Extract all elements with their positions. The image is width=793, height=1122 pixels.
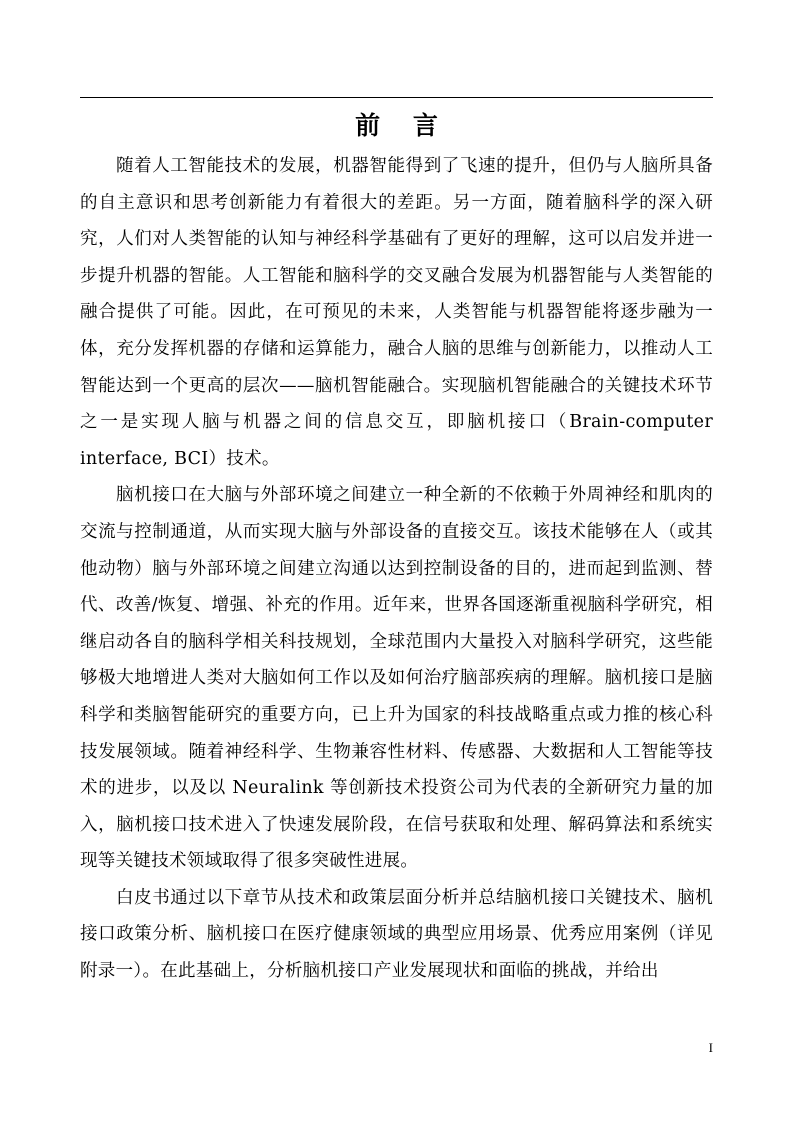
header-rule bbox=[80, 97, 713, 98]
paragraph-3: 白皮书通过以下章节从技术和政策层面分析并总结脑机接口关键技术、脑机接口政策分析、脑机接口在医疗健康领域的典型应用场景、优秀应用案例（详见附录一）。在此基础上，分析脑机接口产业发展现状和面临的挑战，并给出 bbox=[80, 887, 713, 982]
page-title: 前 言 bbox=[355, 111, 450, 140]
page-number: I bbox=[708, 1040, 713, 1055]
body-text bbox=[80, 148, 713, 990]
paragraph-1: 随着人工智能技术的发展，机器智能得到了飞速的提升，但仍与人脑所具备的自主意识和思考创新能力有着很大的差距。另一方面，随着脑科学的深入研究，人们对人类智能的认知与神经科学基础有了更好的理解，这可以启发并进一步提升机器的智能。人工智能和脑科学的交叉融合发展为机器智能与人类智能的融合提供了可能。因此，在可预见的未来，人类智能与机器智能将逐步融为一体，充分发挥机器的存储和运算能力，融合人脑的思维与创新能力，以推动人工智能达到一个更高的层次——脑机智能融合。实现脑机智能融合的关键技术环节之一是实现人脑与机器之间的信息交互，即脑机接口（Brain-computer interface, BCI）技术。 bbox=[80, 156, 713, 469]
paragraph-2: 脑机接口在大脑与外部环境之间建立一种全新的不依赖于外周神经和肌肉的交流与控制通道，从而实现大脑与外部设备的直接交互。该技术能够在人（或其他动物）脑与外部环境之间建立沟通以达到控制设备的目的，进而起到监测、替代、改善/恢复、增强、补充的作用。近年来，世界各国逐渐重视脑科学研究，相继启动各自的脑科学相关科技规划，全球范围内大量投入对脑科学研究，这些能够极大地增进人类对大脑如何工作以及如何治疗脑部疾病的理解。脑机接口是脑科学和类脑智能研究的重要方向，已上升为国家的科技战略重点或力推的核心科技发展领域。随着神经科学、生物兼容性材料、传感器、大数据和人工智能等技术的进步，以及以 Neuralink 等创新技术投资公司为代表的全新研究力量的加入，脑机接口技术进入了快速发展阶段，在信号获取和处理、解码算法和系统实现等关键技术领域取得了很多突破性进展。 bbox=[80, 485, 713, 872]
